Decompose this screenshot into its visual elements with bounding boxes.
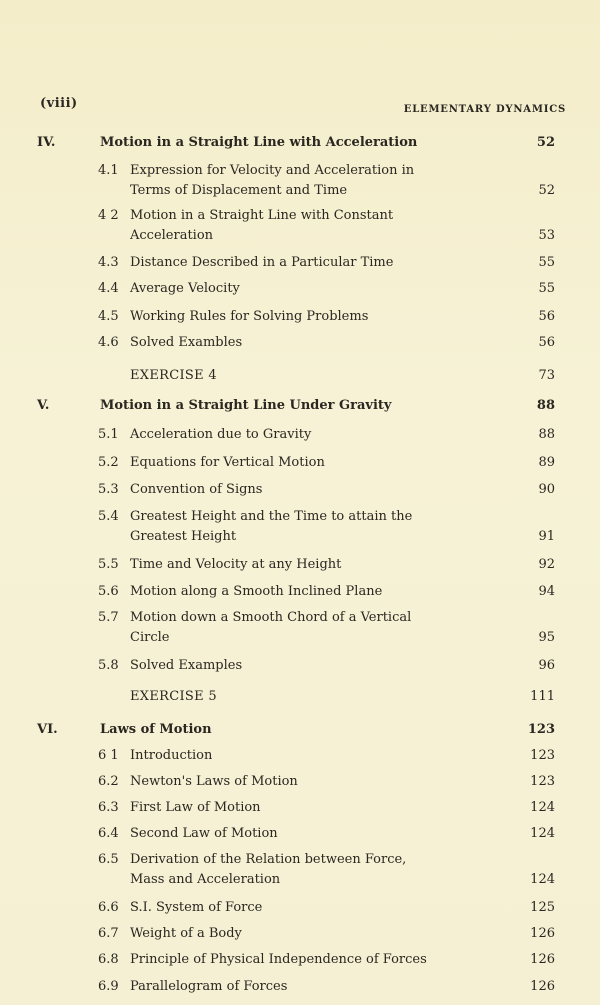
section-title: Second Law of Motion bbox=[130, 826, 278, 841]
section-page-number: 56 bbox=[538, 309, 555, 324]
section-title: Motion along a Smooth Inclined Plane bbox=[130, 584, 383, 599]
section-number: 5.8 bbox=[98, 658, 119, 673]
section-page-number: 90 bbox=[538, 482, 555, 497]
section-page-number: 91 bbox=[538, 529, 555, 544]
section-title: Mass and Acceleration bbox=[130, 872, 281, 887]
section-number: 4.3 bbox=[98, 255, 119, 270]
section-title: Working Rules for Solving Problems bbox=[130, 309, 369, 324]
section-page-number: 126 bbox=[530, 952, 555, 967]
section-title: Newton's Laws of Motion bbox=[130, 774, 298, 789]
section-number: 5.3 bbox=[98, 482, 119, 497]
section-title: First Law of Motion bbox=[130, 800, 261, 815]
section-title: Circle bbox=[130, 630, 170, 645]
section-title: Greatest Height bbox=[130, 529, 237, 544]
section-number: 6.4 bbox=[98, 826, 119, 841]
section-number: 5.2 bbox=[98, 455, 119, 470]
page-number-label: (viii) bbox=[40, 96, 78, 111]
section-page-number: 124 bbox=[530, 800, 555, 815]
section-page-number: 56 bbox=[538, 335, 555, 350]
section-title: Acceleration bbox=[130, 228, 214, 243]
exercise-title: EXERCISE 4 bbox=[130, 368, 217, 383]
section-page-number: 55 bbox=[538, 255, 555, 270]
section-number: 6.3 bbox=[98, 800, 119, 815]
chapter-page-number: 52 bbox=[536, 135, 555, 150]
section-number: 6.5 bbox=[98, 852, 119, 867]
section-title: Motion down a Smooth Chord of a Vertical bbox=[130, 610, 412, 625]
section-number: 6 1 bbox=[98, 748, 119, 763]
section-number: 6.9 bbox=[98, 979, 119, 994]
section-title: Average Velocity bbox=[130, 281, 240, 296]
section-title: Solved Examples bbox=[130, 658, 243, 673]
chapter-title: Motion in a Straight Line with Acceleration bbox=[100, 135, 418, 150]
section-page-number: 52 bbox=[538, 183, 555, 198]
section-number: 6.2 bbox=[98, 774, 119, 789]
section-page-number: 125 bbox=[530, 900, 555, 915]
section-page-number: 124 bbox=[530, 872, 555, 887]
chapter-number: IV. bbox=[37, 135, 56, 150]
section-title: Weight of a Body bbox=[130, 926, 242, 941]
exercise-title: EXERCISE 5 bbox=[130, 689, 217, 704]
chapter-number: V. bbox=[37, 398, 50, 413]
section-number: 4 2 bbox=[98, 208, 119, 223]
section-title: Solved Exambles bbox=[130, 335, 243, 350]
chapter-page-number: 88 bbox=[536, 398, 555, 413]
chapter-page-number: 123 bbox=[527, 722, 555, 737]
section-number: 4.5 bbox=[98, 309, 119, 324]
section-title: Principle of Physical Independence of Forces bbox=[130, 952, 427, 967]
section-number: 4.4 bbox=[98, 281, 119, 296]
section-page-number: 55 bbox=[538, 281, 555, 296]
section-number: 6.6 bbox=[98, 900, 119, 915]
section-number: 5.4 bbox=[98, 509, 119, 524]
section-title: Introduction bbox=[130, 748, 213, 763]
section-title: Convention of Signs bbox=[130, 482, 263, 497]
chapter-title: Laws of Motion bbox=[100, 722, 212, 737]
section-page-number: 94 bbox=[538, 584, 555, 599]
section-page-number: 126 bbox=[530, 979, 555, 994]
section-title: Distance Described in a Particular Time bbox=[130, 255, 394, 270]
section-title: Parallelogram of Forces bbox=[130, 979, 288, 994]
section-title: Time and Velocity at any Height bbox=[130, 557, 342, 572]
section-title: Equations for Vertical Motion bbox=[130, 455, 325, 470]
section-number: 6.8 bbox=[98, 952, 119, 967]
section-title: Motion in a Straight Line with Constant bbox=[130, 208, 394, 223]
exercise-page-number: 73 bbox=[538, 368, 555, 383]
exercise-page-number: 111 bbox=[530, 689, 555, 704]
section-number: 5.6 bbox=[98, 584, 119, 599]
section-page-number: 53 bbox=[538, 228, 555, 243]
section-title: Acceleration due to Gravity bbox=[130, 427, 312, 442]
section-page-number: 89 bbox=[538, 455, 555, 470]
section-number: 4.1 bbox=[98, 163, 119, 178]
section-page-number: 126 bbox=[530, 926, 555, 941]
section-page-number: 124 bbox=[530, 826, 555, 841]
section-title: Terms of Displacement and Time bbox=[130, 183, 348, 198]
section-title: S.I. System of Force bbox=[130, 900, 263, 915]
section-page-number: 88 bbox=[538, 427, 555, 442]
section-title: Derivation of the Relation between Force, bbox=[130, 852, 407, 867]
section-page-number: 96 bbox=[538, 658, 555, 673]
section-number: 4.6 bbox=[98, 335, 119, 350]
section-page-number: 123 bbox=[530, 748, 555, 763]
section-number: 6.7 bbox=[98, 926, 119, 941]
chapter-title: Motion in a Straight Line Under Gravity bbox=[100, 398, 392, 413]
chapter-number: VI. bbox=[37, 722, 58, 737]
section-page-number: 123 bbox=[530, 774, 555, 789]
running-title: ELEMENTARY DYNAMICS bbox=[403, 104, 566, 115]
section-title: Expression for Velocity and Acceleration in bbox=[130, 163, 415, 178]
section-page-number: 95 bbox=[538, 630, 555, 645]
section-number: 5.5 bbox=[98, 557, 119, 572]
section-page-number: 92 bbox=[538, 557, 555, 572]
section-title: Greatest Height and the Time to attain the bbox=[130, 509, 413, 524]
section-number: 5.1 bbox=[98, 427, 119, 442]
section-number: 5.7 bbox=[98, 610, 119, 625]
